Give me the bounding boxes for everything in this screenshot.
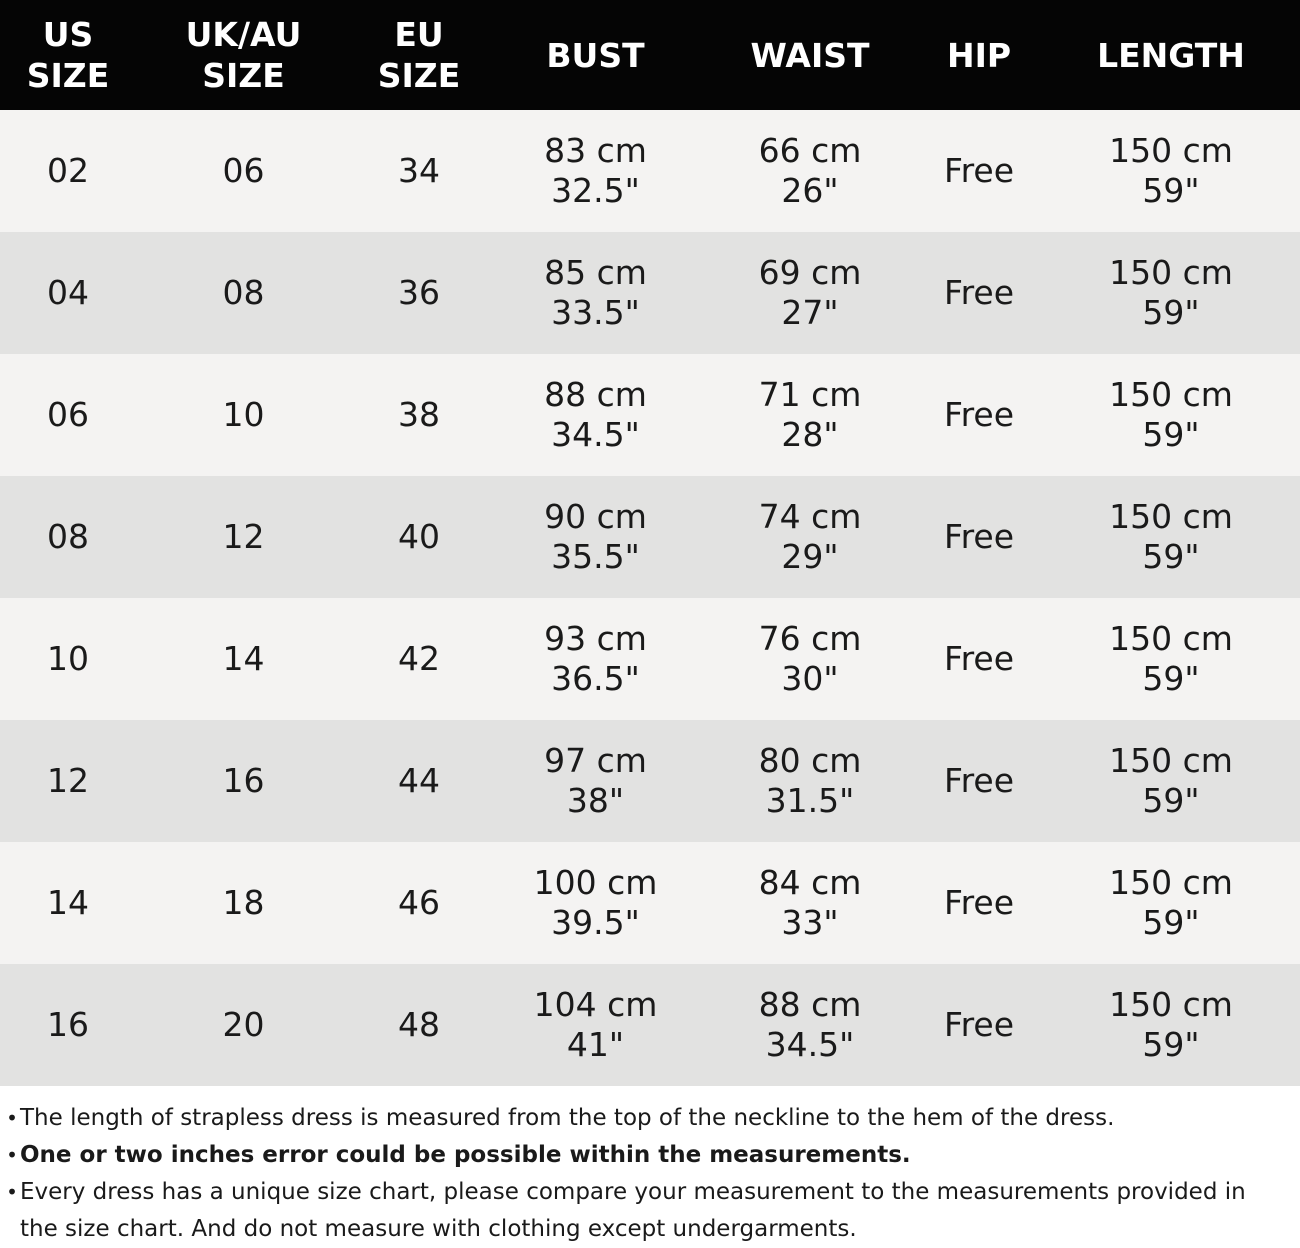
cell-hip: Free [943,761,1015,800]
cell-eu-size: 44 [398,761,440,800]
cell-hip: Free [943,517,1015,556]
cell-uk-au-size: 08 [222,273,265,312]
cell-bust: 97 cm 38" [544,741,647,820]
table-header-row [0,0,1300,110]
cell-length: 150 cm 59" [1109,741,1233,820]
header-eu-size: EU SIZE [377,15,461,95]
note-item [4,1137,1300,1174]
cell-waist: 80 cm 31.5" [758,741,862,820]
note-text: One or two inches error could be possible within the measurements. [20,1142,911,1168]
cell-hip: Free [943,151,1015,190]
table-row [0,232,1300,354]
cell-waist: 66 cm 26" [758,131,862,210]
cell-us-size: 06 [47,395,89,434]
cell-uk-au-size: 12 [222,517,265,556]
cell-uk-au-size: 20 [222,1005,265,1044]
cell-waist: 71 cm 28" [758,375,862,454]
cell-hip: Free [943,883,1015,922]
cell-bust: 104 cm 41" [533,985,658,1064]
cell-hip: Free [943,1005,1015,1044]
cell-us-size: 16 [47,1005,89,1044]
cell-length: 150 cm 59" [1109,863,1233,942]
cell-length: 150 cm 59" [1109,497,1233,576]
cell-waist: 74 cm 29" [758,497,862,576]
table-row [0,720,1300,842]
cell-us-size: 02 [47,151,89,190]
cell-bust: 90 cm 35.5" [544,497,647,576]
note-text: The length of strapless dress is measured from the top of the neckline to the hem of the dress. [20,1105,1115,1131]
header-hip: HIP [946,35,1012,75]
cell-length: 150 cm 59" [1109,375,1233,454]
cell-uk-au-size: 06 [222,151,265,190]
note-text: Every dress has a unique size chart, please compare your measurement to the measurements provided in the size chart. And do not measure with clothing except undergarments. [20,1179,1246,1242]
cell-bust: 88 cm 34.5" [544,375,647,454]
cell-hip: Free [943,273,1015,312]
cell-uk-au-size: 14 [222,639,265,678]
cell-hip: Free [943,639,1015,678]
cell-us-size: 10 [47,639,89,678]
notes-section [0,1086,1300,1248]
cell-waist: 76 cm 30" [758,619,862,698]
bullet-icon: • [6,1106,18,1130]
cell-eu-size: 48 [398,1005,440,1044]
bullet-icon: • [6,1143,18,1167]
header-length: LENGTH [1097,35,1245,75]
cell-bust: 83 cm 32.5" [544,131,647,210]
cell-uk-au-size: 10 [222,395,265,434]
cell-us-size: 14 [47,883,89,922]
table-row [0,110,1300,232]
cell-us-size: 08 [47,517,89,556]
cell-eu-size: 38 [398,395,440,434]
table-row [0,354,1300,476]
cell-uk-au-size: 16 [222,761,265,800]
cell-eu-size: 46 [398,883,440,922]
cell-bust: 85 cm 33.5" [544,253,647,332]
cell-us-size: 04 [47,273,89,312]
table-row [0,476,1300,598]
header-waist: WAIST [750,35,870,75]
header-uk-au-size: UK/AU SIZE [185,15,302,95]
table-row [0,964,1300,1086]
cell-waist: 84 cm 33" [758,863,862,942]
note-item [4,1174,1300,1248]
cell-eu-size: 42 [398,639,440,678]
cell-length: 150 cm 59" [1109,985,1233,1064]
cell-length: 150 cm 59" [1109,131,1233,210]
bullet-icon: • [6,1180,18,1204]
cell-waist: 88 cm 34.5" [758,985,862,1064]
cell-length: 150 cm 59" [1109,619,1233,698]
header-bust: BUST [546,35,645,75]
header-us-size: US SIZE [26,15,110,95]
cell-length: 150 cm 59" [1109,253,1233,332]
cell-eu-size: 36 [398,273,440,312]
cell-waist: 69 cm 27" [758,253,862,332]
cell-bust: 93 cm 36.5" [544,619,647,698]
cell-hip: Free [943,395,1015,434]
cell-bust: 100 cm 39.5" [533,863,658,942]
table-row [0,598,1300,720]
table-row [0,842,1300,964]
cell-eu-size: 40 [398,517,440,556]
cell-uk-au-size: 18 [222,883,265,922]
cell-us-size: 12 [47,761,89,800]
cell-eu-size: 34 [398,151,440,190]
note-item [4,1100,1300,1137]
